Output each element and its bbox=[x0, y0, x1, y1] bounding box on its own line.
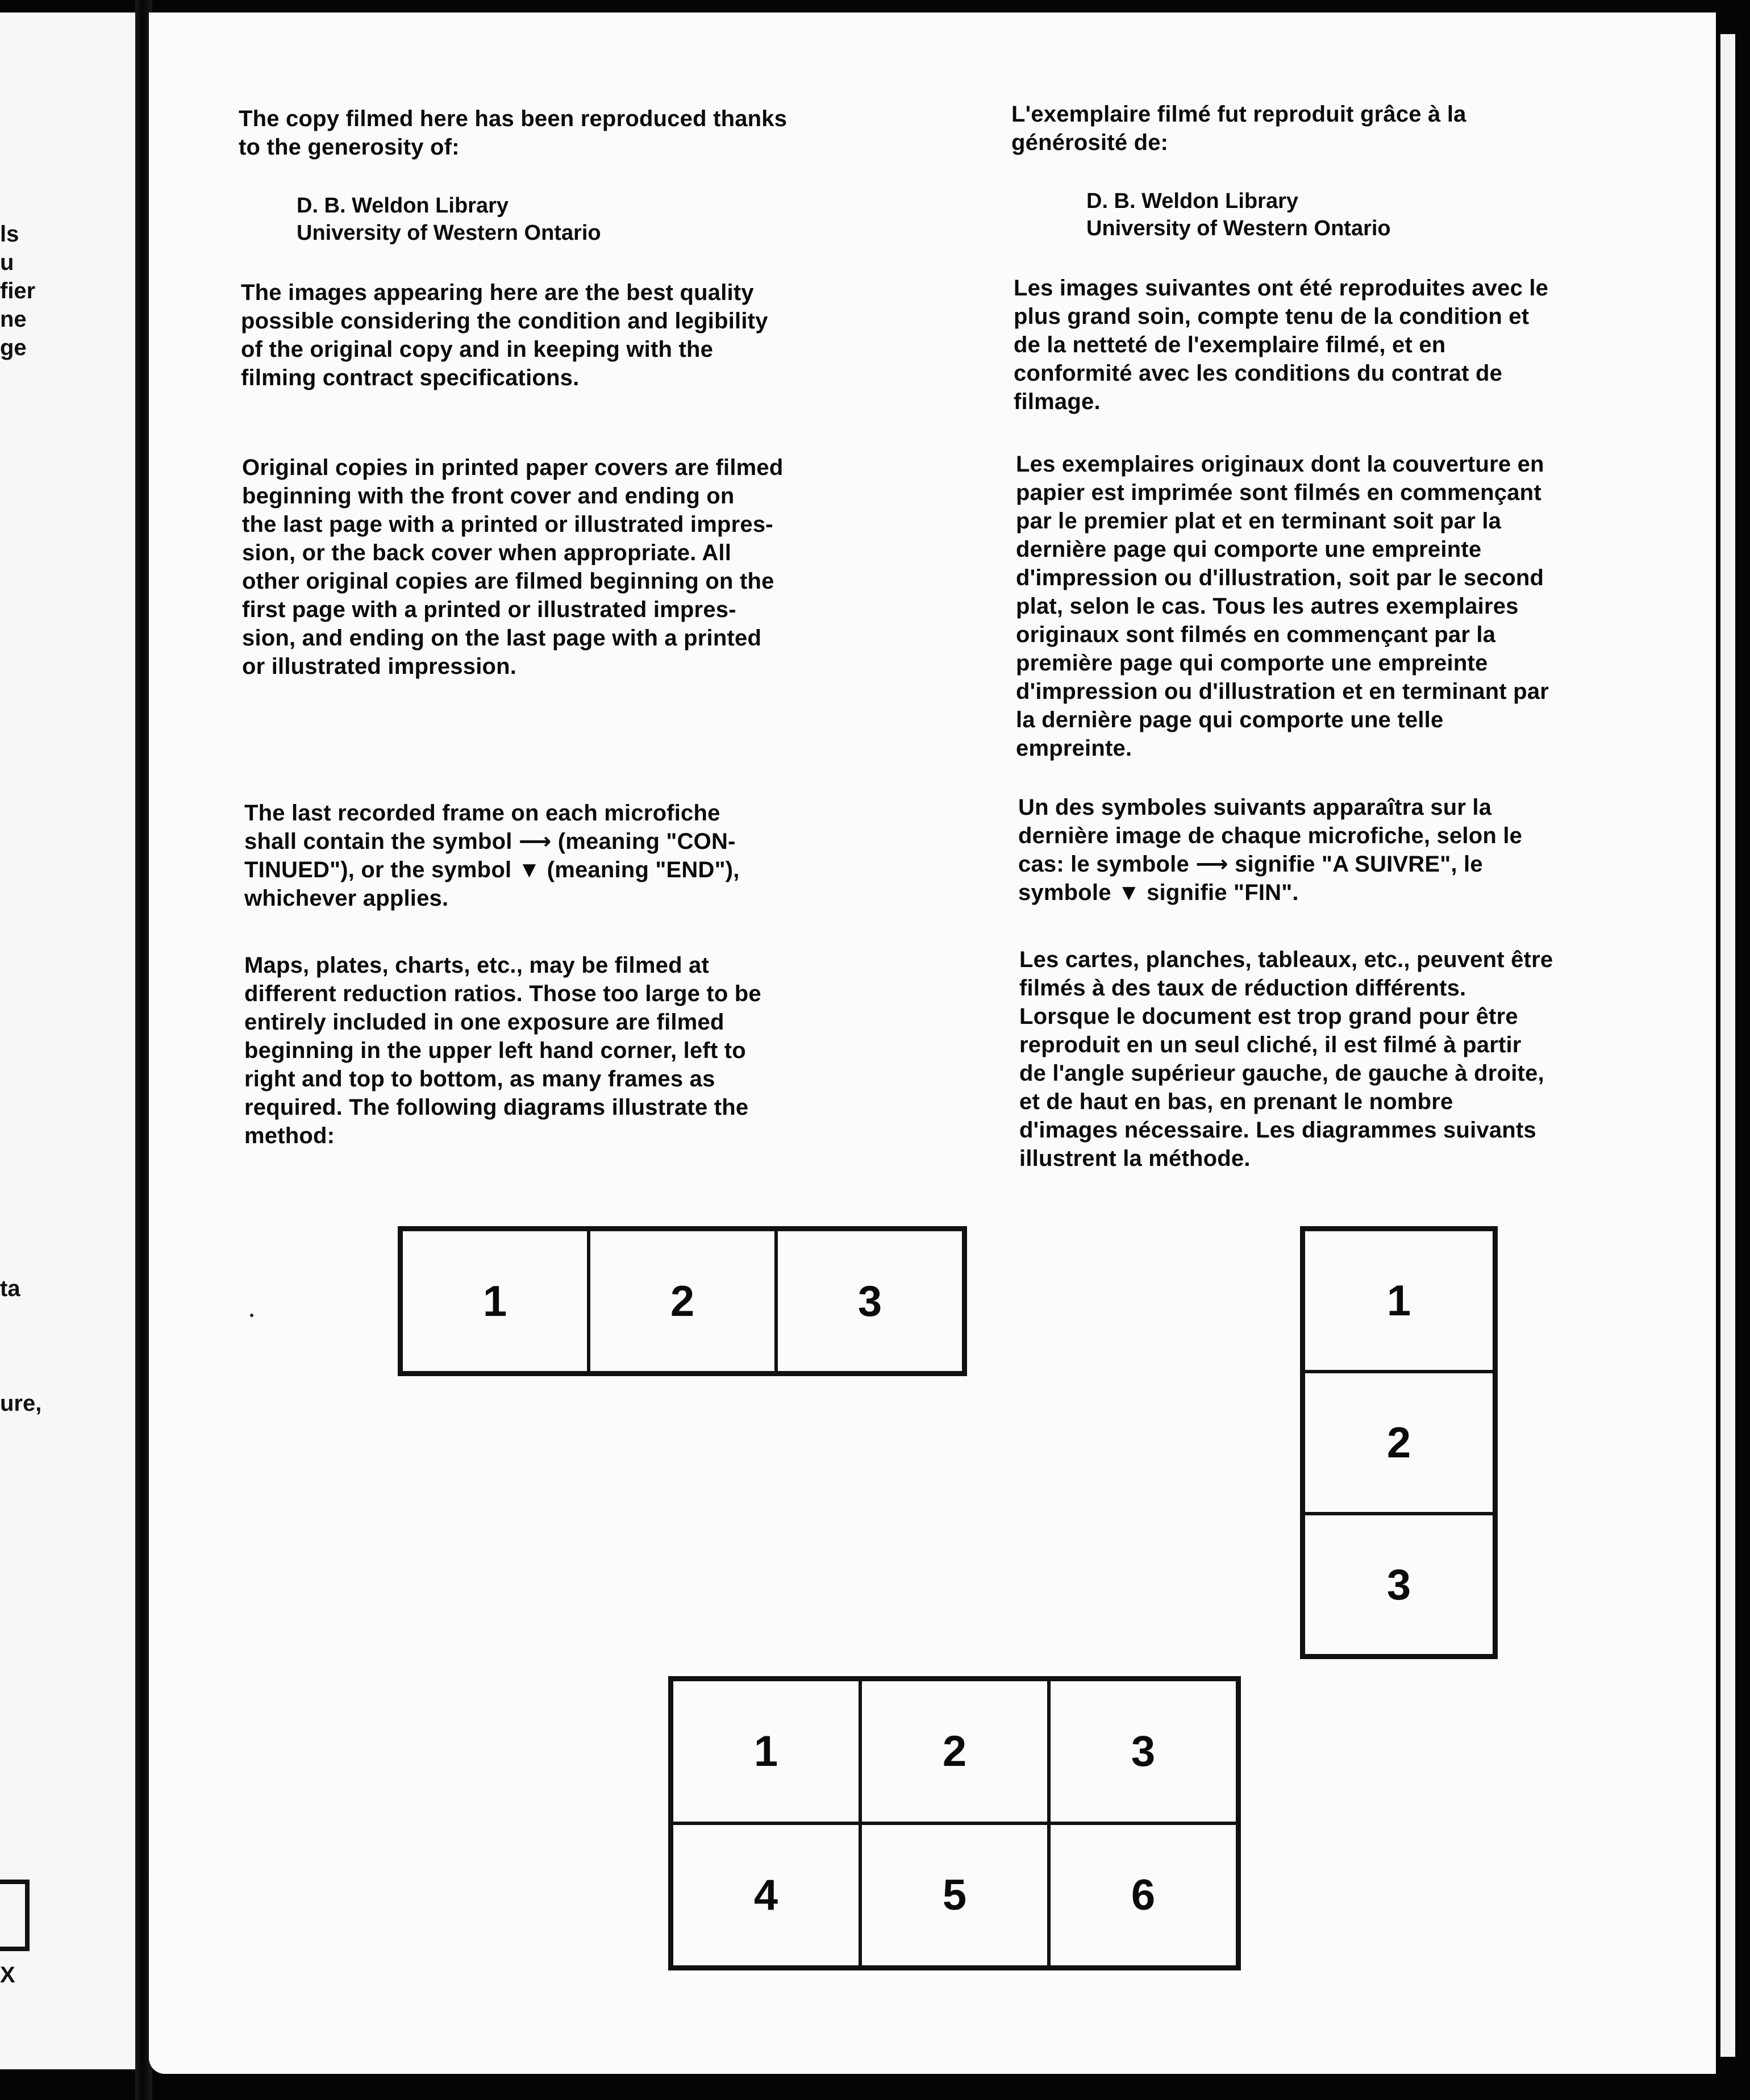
frame-cell: 1 bbox=[672, 1680, 860, 1823]
french-library-name: D. B. Weldon Library University of Western Ontario bbox=[1086, 189, 1391, 240]
diagram-grid-frames bbox=[668, 1676, 1241, 1970]
prev-page-text: ge bbox=[0, 335, 27, 360]
prev-page-text: ta bbox=[0, 1276, 20, 1301]
frame-cell: 2 bbox=[860, 1680, 1049, 1823]
speck bbox=[250, 1314, 253, 1317]
frame-cell: 4 bbox=[672, 1823, 860, 1967]
french-maps-paragraph: Les cartes, planches, tableaux, etc., peuvent être filmés à des taux de réduction différents. Lorsque le document est trop grand pour être reproduit en un seul cliché, il est filmé à partir de l'angle supérieur gauche, de gauche à droite, et de haut en bas, en prenant le nombre d'images nécessaire. Les diagrammes suivants illustrent la méthode. bbox=[1019, 947, 1553, 1171]
english-maps-paragraph: Maps, plates, charts, etc., may be filmed at different reduction ratios. Those too large to be entirely included in one exposure are filmed beginning in the upper left hand corner, left to right and top to bottom, as many frames as required. The following diagrams illustrate the method: bbox=[244, 953, 761, 1148]
prev-page-text: ne bbox=[0, 307, 27, 332]
english-symbols-paragraph: The last recorded frame on each microfiche shall contain the symbol ⟶ (meaning "CON- TINUED"), or the symbol ▼ (meaning "END"), whichever applies. bbox=[244, 801, 740, 911]
frame-cell: 6 bbox=[1049, 1823, 1238, 1967]
frame-cell: 2 bbox=[1303, 1372, 1494, 1514]
english-acknowledgement: The copy filmed here has been reproduced thanks to the generosity of: bbox=[239, 106, 788, 160]
prev-page-text: fier bbox=[0, 278, 36, 303]
frame-cell: 3 bbox=[1049, 1680, 1238, 1823]
diagram-horizontal-frames bbox=[398, 1226, 967, 1376]
frame-cell: 1 bbox=[401, 1230, 589, 1373]
page-edge bbox=[1716, 0, 1750, 2100]
frame-cell: 3 bbox=[1303, 1514, 1494, 1656]
prev-page-text: ure, bbox=[0, 1391, 42, 1416]
diagram-vertical-frames bbox=[1300, 1226, 1498, 1659]
english-quality-paragraph: The images appearing here are the best quality possible considering the condition and legibility of the original copy and in keeping with the filming contract specifications. bbox=[241, 280, 768, 390]
frame-cell: 5 bbox=[860, 1823, 1049, 1967]
prev-page-box bbox=[0, 1880, 30, 1951]
french-quality-paragraph: Les images suivantes ont été reproduites avec le plus grand soin, compte tenu de la condition et de la netteté de l'exemplaire filmé, et en conformité avec les conditions du contrat de filmage. bbox=[1014, 276, 1549, 414]
french-symbols-paragraph: Un des symboles suivants apparaîtra sur la dernière image de chaque microfiche, selon le cas: le symbole ⟶ signifie "A SUIVRE", le symbole ▼ signifie "FIN". bbox=[1018, 795, 1523, 905]
frame-cell: 1 bbox=[1303, 1230, 1494, 1372]
prev-page-text: ls bbox=[0, 222, 19, 247]
frame-cell: 3 bbox=[776, 1230, 964, 1373]
english-library-name: D. B. Weldon Library University of Western Ontario bbox=[297, 194, 601, 245]
french-originals-paragraph: Les exemplaires originaux dont la couverture en papier est imprimée sont filmés en commençant par le premier plat et en terminant soit par la dernière page qui comporte une empreinte d'impression ou d'illustration, soit par le second plat, selon le cas. Tous les autres exemplaires originaux sont filmés en commençant par la première page qui comporte une empreinte d'impression ou d'illustration et en terminant par la dernière page qui comporte une telle empreinte. bbox=[1016, 452, 1549, 761]
prev-page-text: u bbox=[0, 250, 14, 275]
frame-cell: 2 bbox=[589, 1230, 776, 1373]
french-acknowledgement: L'exemplaire filmé fut reproduit grâce à la générosité de: bbox=[1011, 102, 1466, 155]
prev-page-text: X bbox=[0, 1963, 15, 1988]
english-originals-paragraph: Original copies in printed paper covers are filmed beginning with the front cover and ending on the last page with a printed or illustrated impres- sion, or the back cover when appropriate. All other original copies are filmed beginning on the first page with a printed or illustrated impres- sion, and ending on the last page with a printed or illustrated impression. bbox=[242, 455, 784, 679]
previous-page-fragment bbox=[0, 13, 135, 2069]
